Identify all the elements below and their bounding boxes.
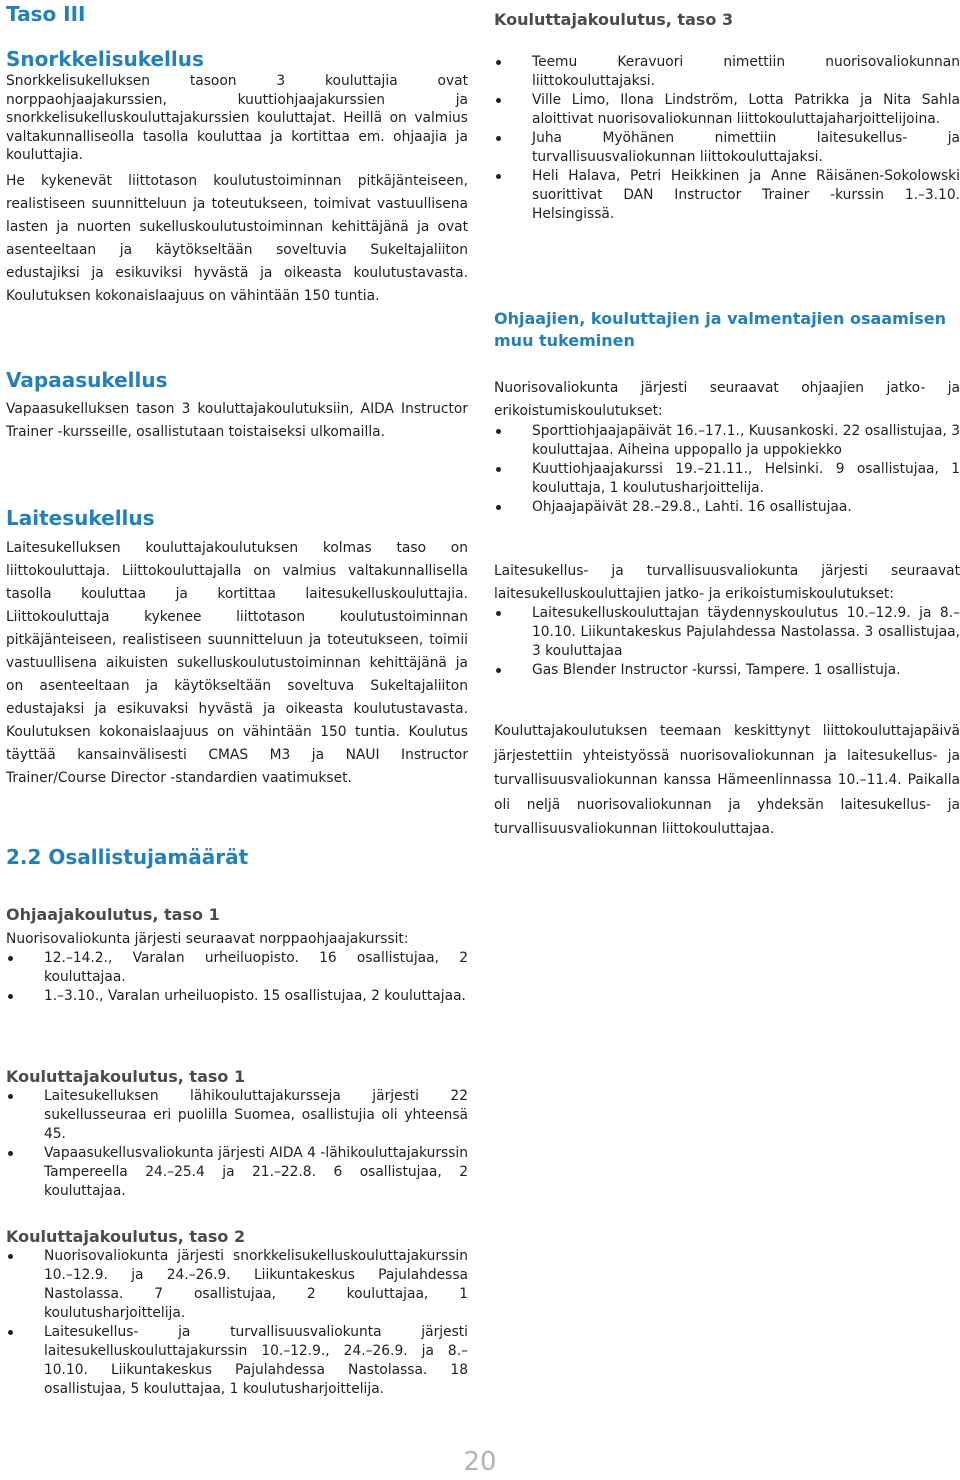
koul2-heading: Kouluttajakoulutus, taso 2 — [6, 1227, 246, 1246]
muu-intro-2: Laitesukellus- ja turvallisuusvaliokunta järjesti seuraavat laitesukelluskouluttajien jatko- ja erikoistumiskoulutukset: — [494, 563, 960, 602]
list-item: Laitesukellus- ja turvallisuusvaliokunta järjesti laitesukelluskouluttajakurssin 10.–12.9., 24.–26.9. ja 8.–10.10. Liikuntakeskus Pajulahdessa Nastolassa. 18 osallistujaa, 5 kouluttajaa, 1 koulutusharjoittelija. — [6, 1323, 468, 1399]
muu-list-2 — [494, 604, 960, 680]
list-item: Sporttiohjaajapäivät 16.–17.1., Kuusankoski. 22 osallistujaa, 3 kouluttajaa. Aiheina uppopallo ja uppokiekko — [494, 422, 960, 460]
list-item: Heli Halava, Petri Heikkinen ja Anne Räisänen-Sokolowski suorittivat DAN Instructor Trainer -kurssin 1.–3.10. Helsingissä. — [494, 167, 960, 224]
ohjaaja1-list — [6, 949, 468, 1006]
vapaa-paragraph: Vapaasukelluksen tason 3 kouluttajakoulutuksiin, AIDA Instructor Trainer -kursseille, osallistutaan toistaiseksi ulkomailla. — [6, 401, 468, 440]
page-title: Taso III — [6, 2, 86, 26]
list-item: 1.–3.10., Varalan urheiluopisto. 15 osallistujaa, 2 kouluttajaa. — [6, 987, 468, 1006]
list-item: Nuorisovaliokunta järjesti snorkkelisukelluskouluttajakurssin 10.–12.9. ja 24.–26.9. Liikuntakeskus Pajulahdessa Nastolassa. 7 osallistujaa, 2 kouluttajaa, 1 koulutusharjoittelija. — [6, 1247, 468, 1323]
muu-intro-1: Nuorisovaliokunta järjesti seuraavat ohjaajien jatko- ja erikoistumiskoulutukset: — [494, 380, 960, 419]
list-item: Ohjaajapäivät 28.–29.8., Lahti. 16 osallistujaa. — [494, 498, 960, 517]
list-item: 12.–14.2., Varalan urheiluopisto. 16 osallistujaa, 2 kouluttajaa. — [6, 949, 468, 987]
list-item: Laitesukelluksen lähikouluttajakursseja järjesti 22 sukellusseuraa eri puolilla Suomea, osallistujia oli yhteensä 45. — [6, 1087, 468, 1144]
muu-heading: Ohjaajien, kouluttajien ja valmentajien osaamisen muu tukeminen — [494, 309, 947, 350]
snorkel-paragraph-1: Snorkkelisukelluksen tasoon 3 kouluttajia ovat norppaohjaajakurssien, kuuttiohjaajakurssien ja snorkkelisukelluskouluttajakurssien kouluttajat. Heillä on valmius valtakunnalliseolla tasolla kouluttaa ja kortittaa em. ohjaajia ja kouluttajia. — [6, 73, 468, 163]
list-item: Kuuttiohjaajakurssi 19.–21.11., Helsinki. 9 osallistujaa, 1 kouluttaja, 1 koulutusharjoittelija. — [494, 460, 960, 498]
vapaa-heading: Vapaasukellus — [6, 368, 168, 392]
muu-list-1 — [494, 422, 960, 517]
snorkel-heading: Snorkkelisukellus — [6, 47, 204, 71]
page-number: 20 — [463, 1447, 497, 1477]
list-item: Juha Myöhänen nimettiin laitesukellus- ja turvallisuusvaliokunnan liittokouluttajaksi. — [494, 129, 960, 167]
ohjaaja1-heading: Ohjaajakoulutus, taso 1 — [6, 905, 220, 924]
laite-heading: Laitesukellus — [6, 506, 155, 530]
muu-paragraph-final: Kouluttajakoulutuksen teemaan keskittynyt liittokouluttajapäivä järjestettiin yhteistyössä nuorisovaliokunnan ja laitesukellus- ja turvallisuusvaliokunnan kanssa Hämeenlinnassa 10.–11.4. Paikalla oli neljä nuorisovaliokunnan ja yhdeksän laitesukellus- ja turvallisuusvaliokunnan liittokouluttajaa. — [494, 723, 960, 837]
snorkel-paragraph-2: He kykenevät liittotason koulutustoiminnan pitkäjänteiseen, realistiseen suunnitteluun ja toteutukseen, toimivat vastuullisena lasten ja nuorten sukelluskoulutustoiminnan kehittäjänä ja ovat asenteeltaan ja käytökseltään soveltuvia Sukeltajaliiton edustajiksi ja esikuviksi hyvästä ja oikeasta koulutustavasta. Koulutuksen kokonaislaajuus on vähintään 150 tuntia. — [6, 173, 468, 304]
koul1-heading: Kouluttajakoulutus, taso 1 — [6, 1067, 246, 1086]
koul2-list — [6, 1247, 468, 1399]
list-item: Teemu Keravuori nimettiin nuorisovaliokunnan liittokouluttajaksi. — [494, 53, 960, 91]
list-item: Ville Limo, Ilona Lindström, Lotta Patrikka ja Nita Sahla aloittivat nuorisovaliokunnan liittokouluttajaharjoittelijoina. — [494, 91, 960, 129]
koul3-heading: Kouluttajakoulutus, taso 3 — [494, 10, 734, 29]
list-item: Laitesukelluskouluttajan täydennyskoulutus 10.–12.9. ja 8.–10.10. Liikuntakeskus Pajulahdessa Nastolassa. 3 osallistujaa, 3 kouluttajaa — [494, 604, 960, 661]
laite-paragraph: Laitesukelluksen kouluttajakoulutuksen kolmas taso on liittokouluttaja. Liittokouluttajalla on valmius valtakunnallisella tasolla kouluttaa ja kortittaa laitesukelluskouluttajia. Liittokouluttaja kykenee liittotason koulutustoiminnan pitkäjänteiseen, realistiseen suunnitteluun ja toteutukseen, toimii vastuullisena aikuisten sukelluskoulutustoiminnan kehittäjänä ja on asenteeltaan ja käytökseltään soveltuva Sukeltajaliiton edustajaksi ja esikuvaksi hyvästä ja oikeasta koulutustavasta. Koulutuksen kokonaislaajuus on vähintään 150 tuntia. Koulutus täyttää kansainvälisesti CMAS M3 ja NAUI Instructor Trainer/Course Director -standardien vaatimukset. — [6, 540, 468, 786]
ohjaaja1-intro: Nuorisovaliokunta järjesti seuraavat norppaohjaajakurssit: — [6, 931, 409, 947]
koul3-list — [494, 53, 960, 224]
osallistuja-heading: 2.2 Osallistujamäärät — [6, 845, 249, 869]
list-item: Gas Blender Instructor -kurssi, Tampere. 1 osallistuja. — [494, 661, 960, 680]
koul1-list — [6, 1087, 468, 1201]
list-item: Vapaasukellusvaliokunta järjesti AIDA 4 -lähikouluttajakurssin Tampereella 24.–25.4 ja 21.–22.8. 6 osallistujaa, 2 kouluttajaa. — [6, 1144, 468, 1201]
